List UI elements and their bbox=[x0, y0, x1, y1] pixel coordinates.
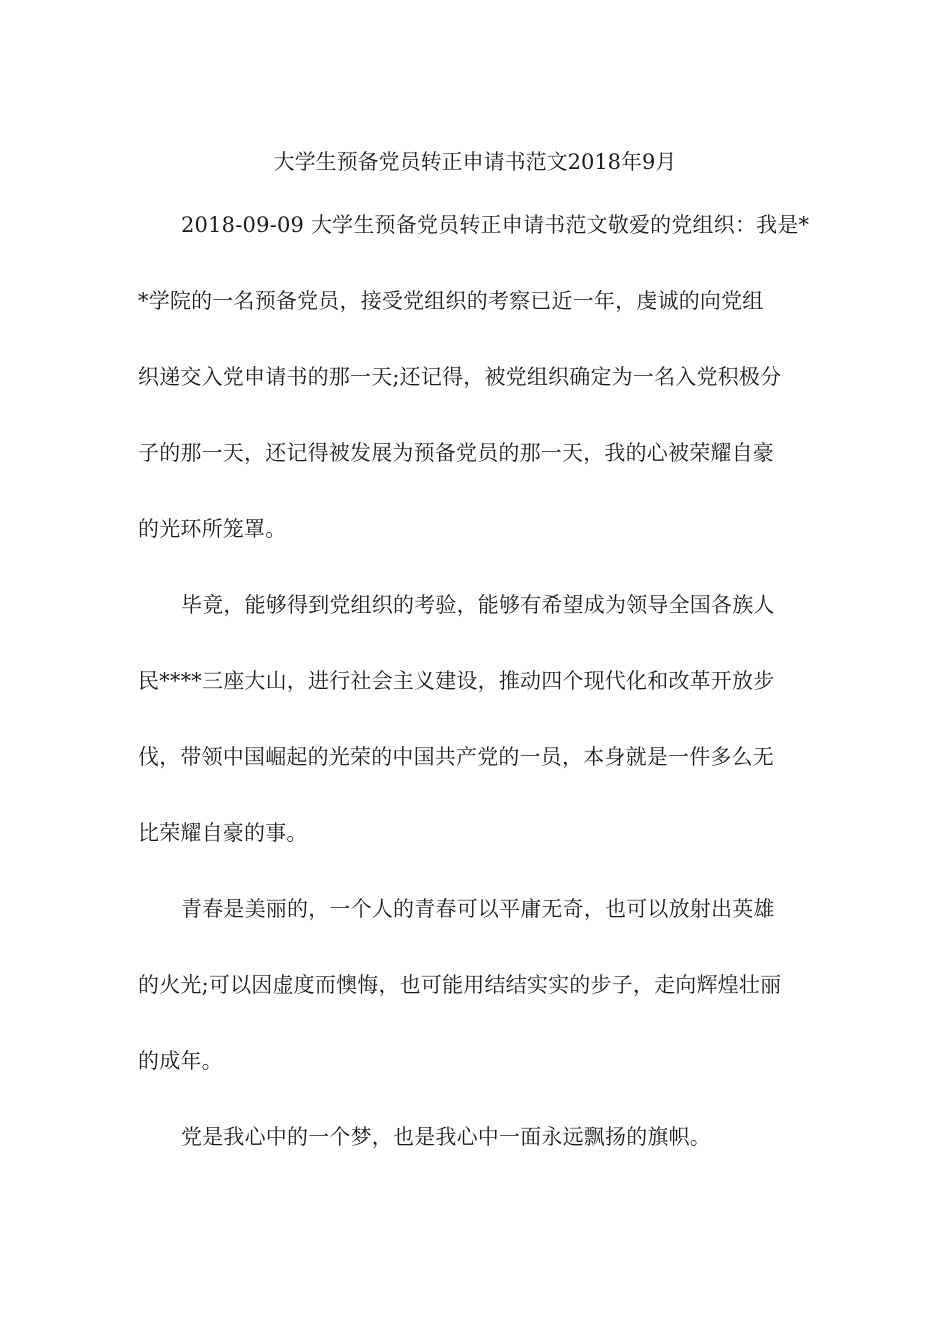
paragraph-line: 民****三座大山，进行社会主义建设，推动四个现代化和改革开放步 bbox=[138, 669, 775, 693]
paragraph-line: 的火光;可以因虚度而懊悔，也可能用结结实实的步子，走向辉煌壮丽 bbox=[138, 973, 782, 997]
paragraph-line: 党是我心中的一个梦，也是我心中一面永远飘扬的旗帜。 bbox=[181, 1125, 711, 1149]
paragraph-line: *学院的一名预备党员，接受党组织的考察已近一年，虔诚的向党组 bbox=[138, 289, 764, 313]
paragraph-line: 毕竟，能够得到党组织的考验，能够有希望成为领导全国各族人 bbox=[181, 593, 775, 617]
paragraph-4 bbox=[138, 1119, 814, 1156]
paragraph-line: 织递交入党申请书的那一天;还记得，被党组织确定为一名入党积极分 bbox=[138, 365, 782, 389]
paragraph-3 bbox=[138, 891, 814, 1080]
paragraph-line: 伐，带领中国崛起的光荣的中国共产党的一员，本身就是一件多么无 bbox=[138, 745, 774, 769]
paragraph-line: 青春是美丽的，一个人的青春可以平庸无奇，也可以放射出英雄 bbox=[181, 897, 775, 921]
paragraph-line: 的成年。 bbox=[138, 1049, 223, 1073]
paragraph-line: 2018-09-09 大学生预备党员转正申请书范文敬爱的党组织：我是* bbox=[181, 213, 810, 237]
paragraph-line: 比荣耀自豪的事。 bbox=[138, 821, 308, 845]
paragraph-line: 子的那一天，还记得被发展为预备党员的那一天，我的心被荣耀自豪 bbox=[138, 441, 774, 465]
document-title: 大学生预备党员转正申请书范文2018年9月 bbox=[273, 150, 677, 174]
paragraph-2 bbox=[138, 587, 814, 852]
paragraph-1 bbox=[138, 207, 814, 548]
document-body bbox=[138, 207, 814, 1195]
paragraph-line: 的光环所笼罩。 bbox=[138, 517, 287, 541]
